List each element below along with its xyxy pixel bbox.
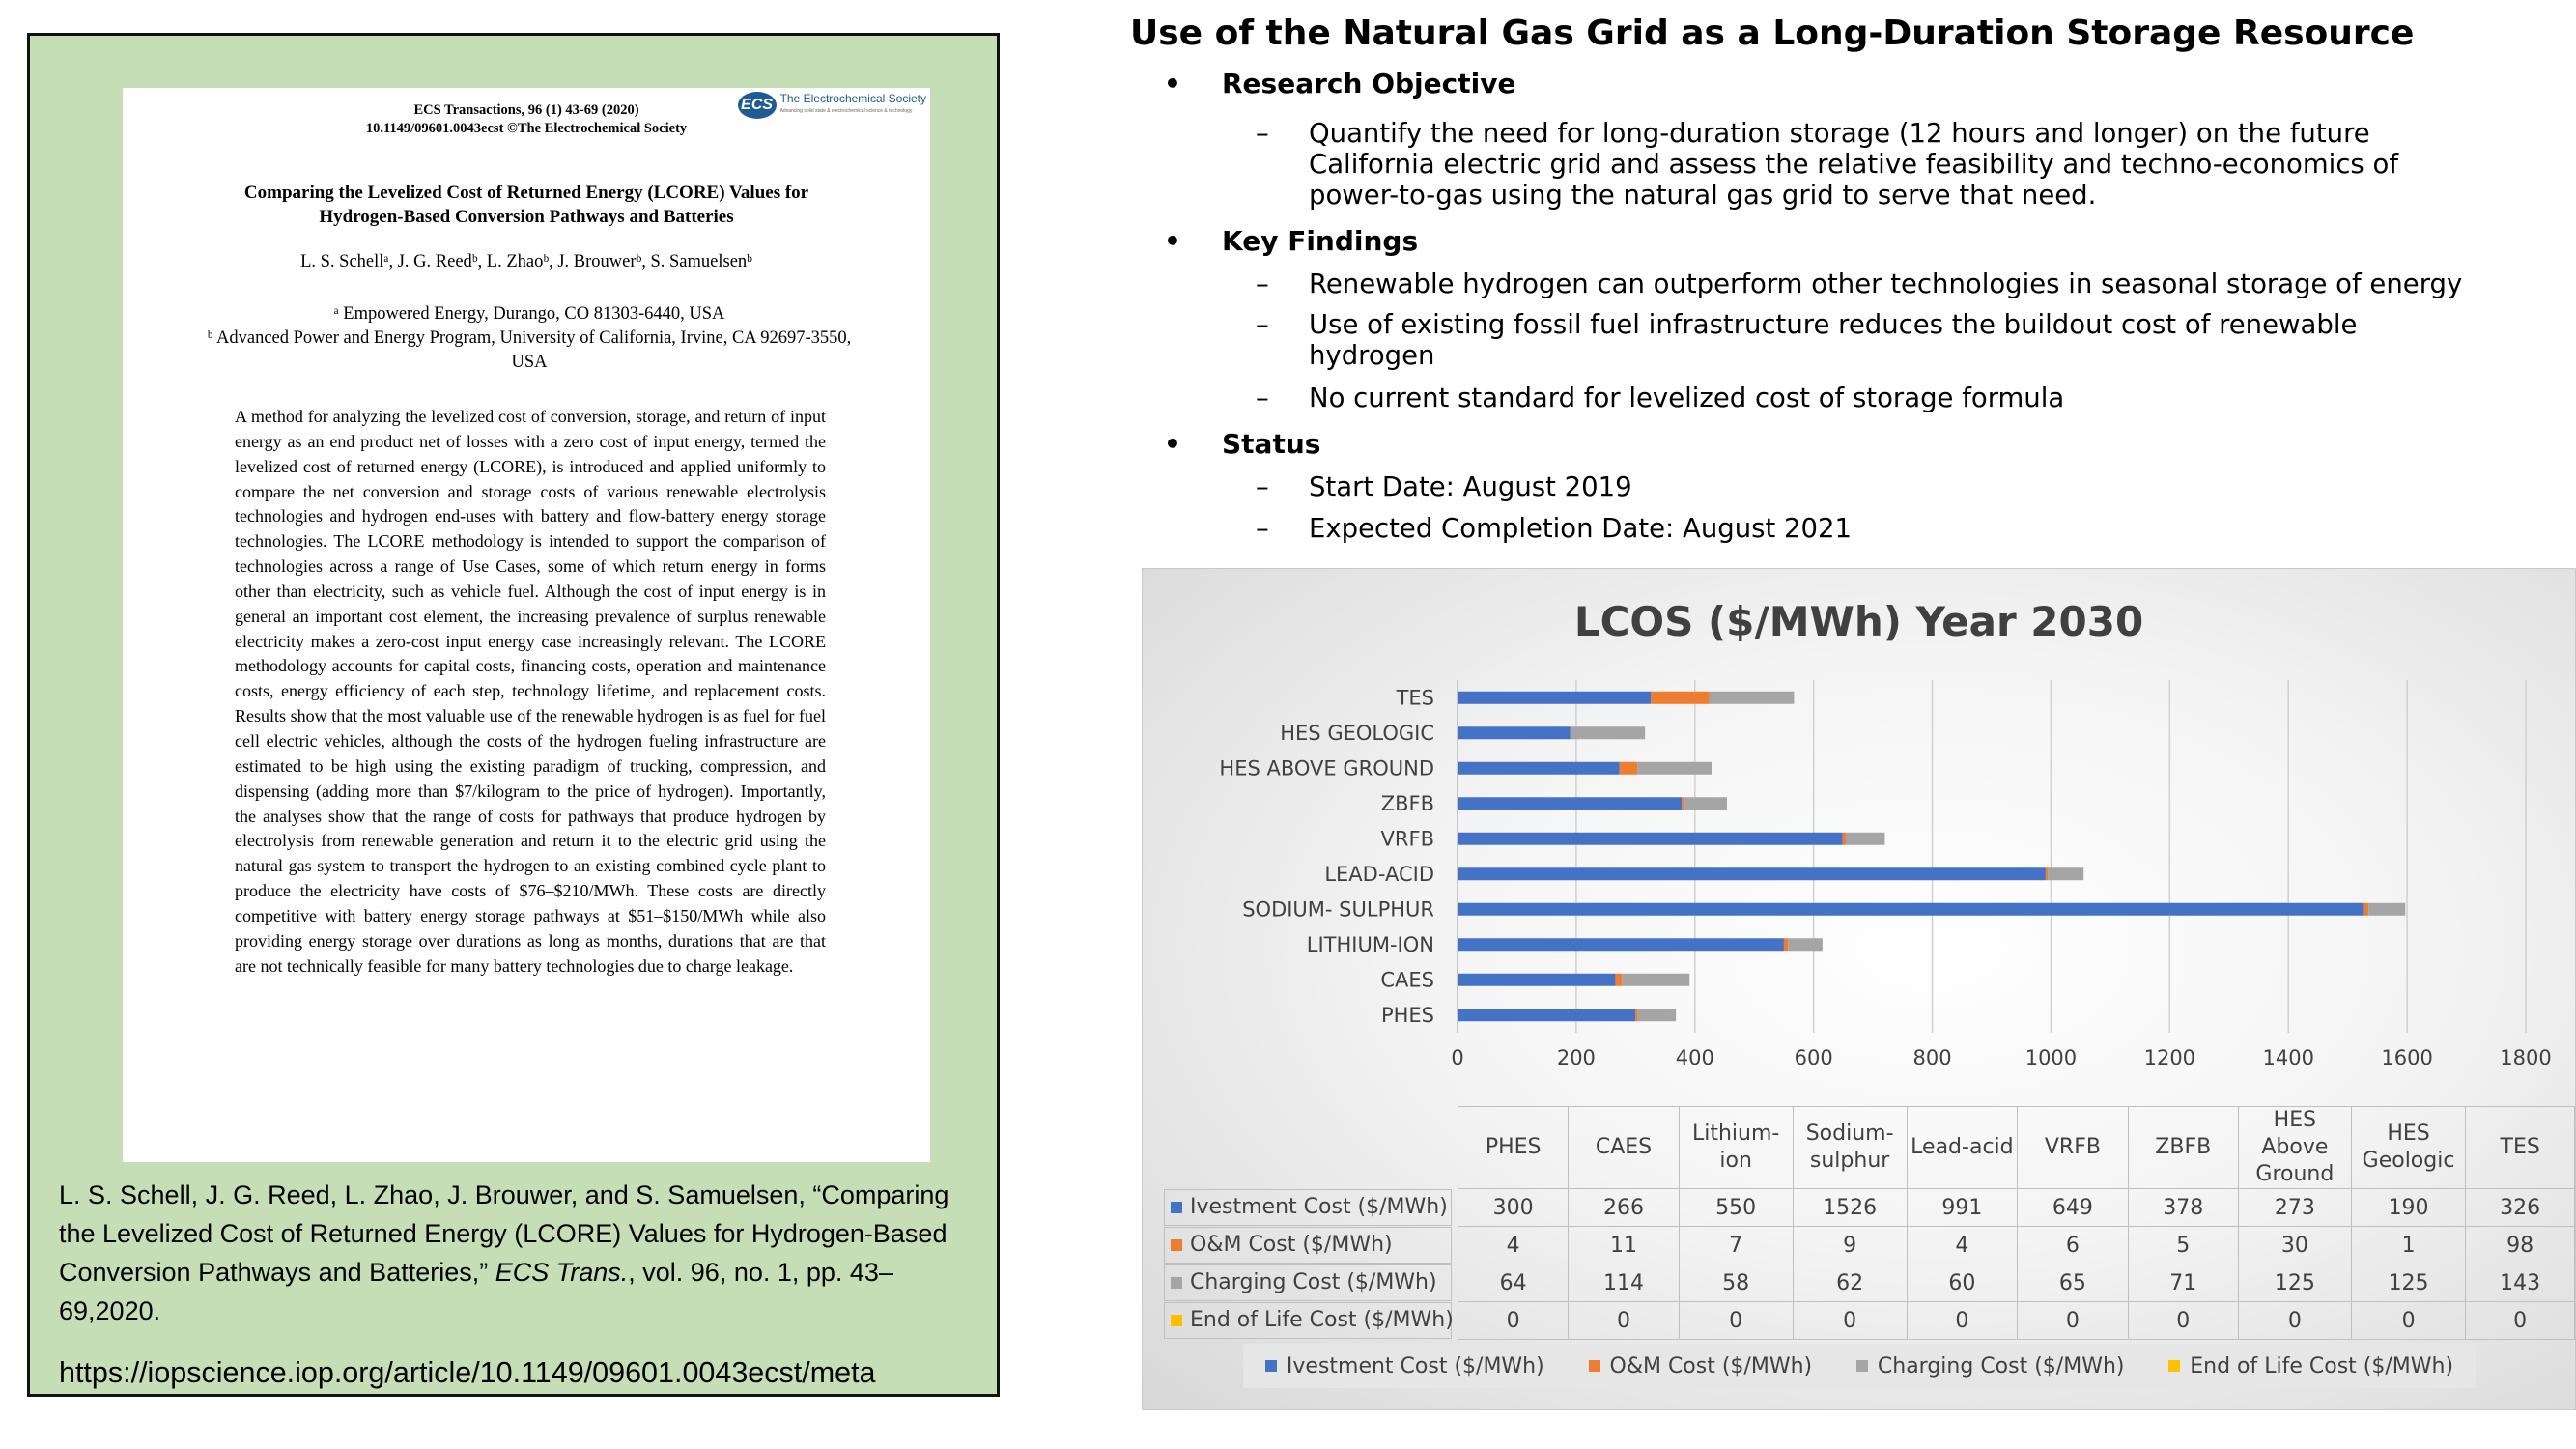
paper-title [161, 181, 892, 229]
y-category-label: SODIUM- SULPHUR [1242, 897, 1434, 922]
table-cell: 1526 [1793, 1189, 1907, 1227]
bar-segment [1571, 726, 1645, 739]
bullet-dot: • [1164, 68, 1181, 99]
legend-label: O&M Cost ($/MWh) [1609, 1353, 1813, 1378]
table-cell: 0 [1907, 1302, 2018, 1340]
paper-title-line: Hydrogen-Based Conversion Pathways and Batteries [319, 207, 734, 227]
table-cell: 64 [1458, 1264, 1569, 1302]
section-heading: Key Findings [1222, 225, 1419, 257]
legend-swatch [1589, 1360, 1600, 1372]
legend-label: End of Life Cost ($/MWh) [2190, 1353, 2454, 1378]
y-category-label: VRFB [1380, 827, 1434, 851]
bar-segment [1458, 903, 2364, 916]
affiliation-a: ᵃ Empowered Energy, Durango, CO 81303-6440, USA [333, 304, 725, 324]
table-cell: 0 [2238, 1302, 2351, 1340]
x-tick-label: 1600 [2381, 1046, 2433, 1069]
paper-preview [123, 88, 930, 1162]
bar-segment [1458, 762, 1620, 775]
bullet-dash: – [1256, 269, 1269, 299]
table-cell: 62 [1793, 1264, 1907, 1302]
table-cell: 0 [2351, 1302, 2466, 1340]
y-category-label: TES [1396, 686, 1434, 710]
bar-segment [1637, 762, 1712, 775]
legend-label: Ivestment Cost ($/MWh) [1286, 1353, 1544, 1378]
bar-segment [1788, 938, 1823, 951]
bar-segment [1458, 1009, 1635, 1021]
bullet-dash: – [1256, 309, 1269, 340]
bar-segment [1458, 938, 1784, 951]
citation-panel [27, 33, 1000, 1397]
bar-segment [1458, 833, 1843, 845]
bar-segment [1620, 762, 1637, 775]
bullet-dash: – [1256, 471, 1269, 502]
citation-journal: ECS Trans. [495, 1258, 629, 1287]
table-cell: 6 [2018, 1227, 2128, 1264]
y-category-label: ZBFB [1380, 791, 1434, 815]
table-cell: 649 [2018, 1189, 2128, 1227]
table-cell: 0 [1679, 1302, 1793, 1340]
x-tick-label: 0 [1451, 1046, 1464, 1069]
y-category-label: PHES [1380, 1003, 1434, 1027]
table-column-header: PHES [1458, 1107, 1569, 1189]
bullet-dot: • [1164, 428, 1181, 460]
table-cell: 9 [1793, 1227, 1907, 1264]
affiliation-b: ᵇ Advanced Power and Energy Program, University of California, Irvine, CA 92697-3550, [207, 328, 852, 348]
table-cell: 378 [2128, 1189, 2238, 1227]
table-column-header: CAES [1569, 1107, 1679, 1189]
table-cell: 65 [2018, 1264, 2128, 1302]
slide-title: Use of the Natural Gas Grid as a Long-Duration Storage Resource [1130, 14, 2415, 53]
affiliation-b-country: USA [511, 353, 548, 372]
bar-segment [1615, 974, 1622, 986]
table-cell: 125 [2238, 1264, 2351, 1302]
bar-segment [1684, 797, 1727, 810]
table-row [1458, 1189, 2575, 1227]
chart-title: LCOS ($/MWh) Year 2030 [1573, 598, 2144, 645]
ecs-logo-mark: ECS [738, 92, 777, 119]
list-item-text: No current standard for levelized cost of storage formula [1309, 383, 2065, 413]
x-tick-label: 1200 [2143, 1046, 2196, 1069]
bar-segment [1846, 833, 1884, 845]
y-category-label: LEAD-ACID [1324, 862, 1434, 886]
paper-authors: L. S. Schellᵃ, J. G. Reedᵇ, L. Zhaoᵇ, J. Brouwerᵇ, S. Samuelsenᵇ [300, 252, 752, 271]
citation-link[interactable]: https://iopscience.iop.org/article/10.1149/09601.0043ecst/meta [59, 1356, 876, 1389]
table-cell: 0 [1458, 1302, 1569, 1340]
table-column-header: TES [2466, 1107, 2575, 1189]
chart-plot [1143, 569, 2576, 1091]
table-row [1458, 1227, 2575, 1264]
legend-swatch [1171, 1277, 1182, 1289]
section-heading: Status [1222, 428, 1321, 460]
bar-segment [1458, 867, 2046, 880]
legend-label: Charging Cost ($/MWh) [1877, 1353, 2125, 1378]
table-cell: 0 [2018, 1302, 2128, 1340]
section-heading: Research Objective [1222, 68, 1516, 99]
list-item-text: Renewable hydrogen can outperform other technologies in seasonal storage of energy [1309, 269, 2463, 299]
bar-segment [2368, 903, 2405, 916]
bar-segment [2048, 867, 2083, 880]
table-column-header: Lead-acid [1907, 1107, 2018, 1189]
table-cell: 58 [1679, 1264, 1793, 1302]
table-cell: 550 [1679, 1189, 1793, 1227]
paper-title-line: Comparing the Levelized Cost of Returned Energy (LCORE) Values for [243, 183, 809, 203]
table-cell: 0 [1569, 1302, 1679, 1340]
bar-segment [1843, 833, 1847, 845]
bullet-dash: – [1256, 118, 1269, 149]
legend-item [1265, 1354, 1544, 1378]
table-cell: 190 [2351, 1189, 2466, 1227]
bar-segment [2364, 903, 2369, 916]
citation-volume: , vol. 96, no. 1, pp. 43–69,2020. [59, 1258, 893, 1325]
table-cell: 98 [2466, 1227, 2575, 1264]
bar-segment [1458, 974, 1615, 986]
table-column-header: HES Geologic [2351, 1107, 2466, 1189]
table-cell: 114 [1569, 1264, 1679, 1302]
x-tick-label: 1400 [2262, 1046, 2314, 1069]
table-row-label-text: Ivestment Cost ($/MWh) [1190, 1195, 1448, 1219]
chart-data-table [1190, 1106, 2575, 1340]
table-cell: 11 [1569, 1227, 1679, 1264]
list-item-text: Expected Completion Date: August 2021 [1309, 513, 1852, 544]
table-cell: 4 [1907, 1227, 2018, 1264]
table-cell: 273 [2238, 1189, 2351, 1227]
table-cell: 266 [1569, 1189, 1679, 1227]
table-cell: 300 [1458, 1189, 1569, 1227]
bar-segment [1622, 974, 1689, 986]
table-cell: 125 [2351, 1264, 2466, 1302]
x-tick-label: 200 [1556, 1046, 1596, 1069]
table-cell: 5 [2128, 1227, 2238, 1264]
paper-affiliations [132, 302, 926, 375]
citation-text [59, 1176, 986, 1330]
x-tick-label: 1800 [2500, 1046, 2552, 1069]
y-category-label: CAES [1380, 968, 1434, 992]
paper-abstract: A method for analyzing the levelized cost of conversion, storage, and return of input energy as an end product net of losses with a zero cost of input energy, termed the levelized cost of returned energy (LCORE), is introduced and applied uniformly to compare the net conversion and storage costs of various renewable electrolysis technologies and hydrogen end-uses with battery and flow-battery energy storage technologies. The LCORE methodology is intended to support the comparison of technologies across a range of Use Cases, some of which return energy in forms other than electricity, such as vehicle fuel. Although the cost of input energy is in general an important cost element, the increasing prevalence of surplus renewable electricity makes a zero-cost input energy case increasingly relevant. The LCORE methodology accounts for capital costs, financing costs, operation and maintenance costs, energy efficiency of each step, technology lifetime, and replacement costs. Results show that the most valuable use of the renewable hydrogen is as fuel for fuel cell electric vehicles, although the costs of the hydrogen fueling infrastructure are estimated to be high using the existing paradigm of trucking, compression, and dispensing (adding more than $7/kilogram to the price of hydrogen). Importantly, the analyses show that the range of costs for pathways that produce hydrogen by electrolysis from renewable generation and return it to the electric grid using the natural gas system to transport the hydrogen to an existing combined cycle plant to produce the electricity have costs of $76–$210/MWh. These costs are directly competitive with battery energy storage pathways at $51–$150/MWh while also providing energy storage over durations as long as months, durations that are that are not technically feasible for many battery technologies due to charge leakage. [235, 407, 826, 976]
legend-swatch [2168, 1360, 2180, 1372]
table-row [1458, 1264, 2575, 1302]
table-column-header: Sodium- sulphur [1793, 1107, 1907, 1189]
table-cell: 0 [2466, 1302, 2575, 1340]
legend-swatch [1856, 1360, 1868, 1372]
legend-item [1589, 1354, 1813, 1378]
table-row-label-text: End of Life Cost ($/MWh) [1190, 1308, 1454, 1332]
table-cell: 30 [2238, 1227, 2351, 1264]
bar-segment [1682, 797, 1684, 810]
table-row-label-text: O&M Cost ($/MWh) [1190, 1233, 1393, 1257]
bar-segment [1458, 692, 1651, 704]
bar-segment [1784, 938, 1788, 951]
legend-swatch [1171, 1202, 1182, 1213]
bullet-dot: • [1164, 225, 1181, 257]
ecs-logo-subtext: Advancing solid state & electrochemical science & technology [779, 108, 913, 114]
journal-line: ECS Transactions, 96 (1) 43-69 (2020) [413, 102, 639, 118]
y-category-label: HES GEOLOGIC [1280, 721, 1434, 745]
legend-item [1856, 1354, 2125, 1378]
table-cell: 0 [2128, 1302, 2238, 1340]
table-cell: 1 [2351, 1227, 2466, 1264]
list-item-text: Start Date: August 2019 [1309, 471, 1632, 502]
bar-segment [1710, 692, 1795, 704]
table-column-header: VRFB [2018, 1107, 2128, 1189]
citation-authors-title: L. S. Schell, J. G. Reed, L. Zhao, J. Brouwer, and S. Samuelsen, “Comparing the Levelized Cost of Returned Energy (LCORE) Values for Hydrogen-Based Conversion Pathways and Batteries,” [59, 1180, 949, 1287]
bar-segment [1458, 726, 1571, 739]
table-cell: 143 [2466, 1264, 2575, 1302]
table-column-header: Lithium- ion [1679, 1107, 1793, 1189]
bullet-dash: – [1256, 513, 1269, 544]
table-column-header: ZBFB [2128, 1107, 2238, 1189]
x-tick-label: 600 [1794, 1046, 1833, 1069]
legend-swatch [1265, 1360, 1277, 1372]
table-header-row [1458, 1107, 2575, 1189]
bar-segment [1638, 1009, 1676, 1021]
legend-swatch [1171, 1315, 1182, 1326]
bar-segment [1651, 692, 1709, 704]
chart-legend [1243, 1344, 2476, 1388]
y-category-label: LITHIUM-ION [1306, 932, 1434, 956]
table-cell: 991 [1907, 1189, 2018, 1227]
bullet-dash: – [1256, 383, 1269, 413]
table-column-header: HES Above Ground [2238, 1107, 2351, 1189]
bar-segment [2046, 867, 2048, 880]
ecs-logo-text: The Electrochemical Society [779, 92, 926, 105]
bar-segment [1635, 1009, 1637, 1021]
x-tick-label: 400 [1675, 1046, 1714, 1069]
y-category-label: HES ABOVE GROUND [1219, 756, 1434, 781]
ecs-logo [738, 92, 926, 119]
legend-swatch [1171, 1239, 1182, 1251]
table-cell: 71 [2128, 1264, 2238, 1302]
table-cell: 60 [1907, 1264, 2018, 1302]
list-item-text: Quantify the need for long-duration storage (12 hours and longer) on the future California electric grid and assess the relative feasibility and techno-economics of power-to-gas using the natural gas grid to serve that need. [1309, 118, 2399, 211]
bar-segment [1458, 797, 1682, 810]
table-cell: 7 [1679, 1227, 1793, 1264]
table-row-label-text: Charging Cost ($/MWh) [1190, 1270, 1437, 1294]
list-item-text: Use of existing fossil fuel infrastructure reduces the buildout cost of renewable hydrogen [1309, 309, 2358, 371]
lcos-chart [1142, 568, 2576, 1410]
table-cell: 326 [2466, 1189, 2575, 1227]
table-cell: 4 [1458, 1227, 1569, 1264]
legend-item [2168, 1354, 2453, 1378]
table-row [1458, 1302, 2575, 1340]
doi-line: 10.1149/09601.0043ecst ©The Electrochemical Society [365, 121, 688, 136]
table-cell: 0 [1793, 1302, 1907, 1340]
x-tick-label: 800 [1912, 1046, 1952, 1069]
x-tick-label: 1000 [2024, 1046, 2078, 1069]
